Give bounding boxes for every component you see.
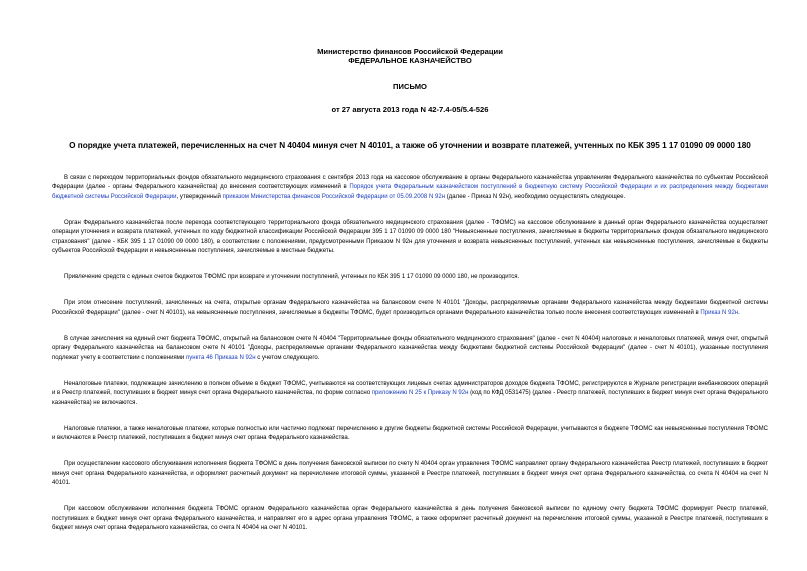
paragraph-3: Привлечение средств с единых счетов бюджетов ТФОМС при возврате и уточнении поступлений, учтенных по КБК 395 1 17 01090 09 0000 180, не производится. — [64, 274, 520, 280]
paragraph-2: Орган Федерального казначейства после перехода соответствующего территориального фонда обязательного медицинского страхования (далее - ТФОМС) на кассовое обслуживание в данный орган Федерального казначейства осуществляет операции уточнения и возврата платежей, учтенных по коду бюджетной классификации Российской Федерации 395 1 17 01090 09 0000 180 "Невыясненные поступления, зачисляемые в бюджеты территориальных фондов обязательного медицинского страхования" (далее - КБК 395 1 17 01090 09 0000 180), в соответствии с положениями, предусмотренными Приказом N 92н для уточнения и возврата невыясненных поступлений, учтенных как невыясненные поступления, зачисляемые в бюджеты субъектов Российской Федерации и невыясненные поступления, зачисляемые в местные бюджеты. — [52, 219, 768, 254]
link-appendix-25[interactable]: приложению N 25 к Приказу N 92н — [371, 390, 469, 396]
link-order-92n[interactable]: Приказ N 92н — [700, 309, 739, 316]
link-minfin-order[interactable]: приказом Министерства финансов Российской Федерации от 05.09.2008 N 92н — [222, 193, 446, 200]
paragraph-text: . — [738, 309, 740, 316]
paragraph-7: Налоговые платежи, а также неналоговые платежи, которые полностью или частично подлежат перечислению в другие бюджеты бюджетной системы Российской Федерации, учитываются в бюджете ТФОМС как невыясненные поступления ТФОМС и включаются в Реестр платежей, поступивших в бюджет минуя счет органа Федерального казначейства. — [52, 425, 768, 441]
link-order-92n-procedure[interactable]: Порядок учета Федеральным казначейством поступлений в бюджетную систему Российской Федерации и их распределения между бюджетами бюджетной системы Российской Федерации — [52, 184, 768, 200]
link-clause-46[interactable]: пункта 46 Приказа N 92н — [185, 354, 256, 361]
paragraph-text: , утвержденный — [176, 193, 223, 200]
agency-name: ФЕДЕРАЛЬНОЕ КАЗНАЧЕЙСТВО — [348, 56, 472, 65]
document-page — [52, 0, 768, 550]
paragraph-9: При кассовом обслуживании исполнения бюджета ТФОМС органом Федерального казначейства орган Федерального казначейства в день получения банковской выписки по единому счету бюджета ТФОМС формирует Реестр платежей, поступивших в бюджет минуя счет органа Федерального казначейства, и направляет его в адрес органа управления ТФОМС, а также оформляет расчетный документ на перечисление итоговой суммы, указанной в Реестре платежей, поступивших в бюджет минуя счет органа Федерального казначейства, со счета N 40404 на счет N 40101. — [52, 506, 768, 531]
paragraph-text: В случае зачисления на единый счет бюджета ТФОМС, открытый на балансовом счете N 40404 "Территориальные фонды обязательного медицинского страхования" (далее - счет N 40404) налоговых и неналоговых платежей, минуя счет, открытый органу Федерального казначейства на балансовом счете N 40101 "Доходы, распределяемые органами Федерального казначейства между бюджетами бюджетной системы Российской Федерации" (далее - счет N 40101), указанные поступления подлежат учету в соответствии с положениями — [52, 335, 768, 361]
paragraph-8: При осуществлении кассового обслуживания исполнения бюджета ТФОМС в день получения банковской выписки по счету N 40404 орган управления ТФОМС направляет органу Федерального казначейства Реестр платежей, поступивших в бюджет минуя счет органа Федерального казначейства, и оформляет расчетный документ на перечисление итоговой суммы, указанной в Реестре платежей, поступивших в бюджет минуя счет органа Федерального казначейства, со счета N 40404 на счет N 40101. — [52, 461, 768, 486]
paragraph-1 — [52, 174, 768, 203]
document-body — [52, 174, 768, 534]
paragraph-5 — [52, 335, 768, 364]
paragraph-text: (код по КФД 0531475) (далее - Реестр платежей, поступивших в бюджет минуя счет органа Федерального казначейства) не включаются. — [52, 390, 768, 406]
paragraph-text: В связи с переходом территориальных фондов обязательного медицинского страхования с сентября 2013 года на кассовое обслуживание в органы Федерального казначейства управлениям Федерального казначейства по субъектам Российской Федерации (далее - органы Федерального казначейства) до внесения соответствующих изменений в — [52, 174, 768, 190]
paragraph-6 — [52, 380, 768, 409]
paragraph-4 — [52, 299, 768, 318]
paragraph-text: При этом отнесение поступлений, зачисленных на счета, открытые органам Федерального казначейства на балансовом счете N 40101 "Доходы, распределяемые органами Федерального казначейства между бюджетами бюджетной системы Российской Федерации" (далее - счет N 40101), на невыясненные поступления, зачисляемые в бюджеты ТФОМС, будет производиться органами Федерального казначейства только после внесения соответствующих изменений в — [52, 300, 768, 316]
document-type: ПИСЬМО — [393, 82, 427, 91]
paragraph-text: (далее - Приказ N 92н), необходимо осуществлять следующее. — [445, 193, 626, 200]
paragraph-text: с учетом следующего. — [255, 354, 320, 361]
document-title: О порядке учета платежей, перечисленных на счет N 40404 минуя счет N 40101, а также об уточнении и возврате платежей, учтенных по КБК 395 1 17 01090 09 0000 180 — [69, 141, 751, 150]
paragraph-text: Неналоговые платежи, подлежащие зачислению в полном объеме в бюджет ТФОМС, учитываются на соответствующих лицевых счетах администраторов доходов бюджета ТФОМС, регистрируются в Журнале регистрации внебанковских операций и в Реестр платежей, поступивших в бюджет минуя счет органа Федерального казначейства, по форме согласно — [52, 380, 768, 396]
document-date: от 27 августа 2013 года N 42-7.4-05/5.4-526 — [331, 105, 489, 114]
ministry-name: Министерство финансов Российской Федерации — [317, 47, 503, 56]
